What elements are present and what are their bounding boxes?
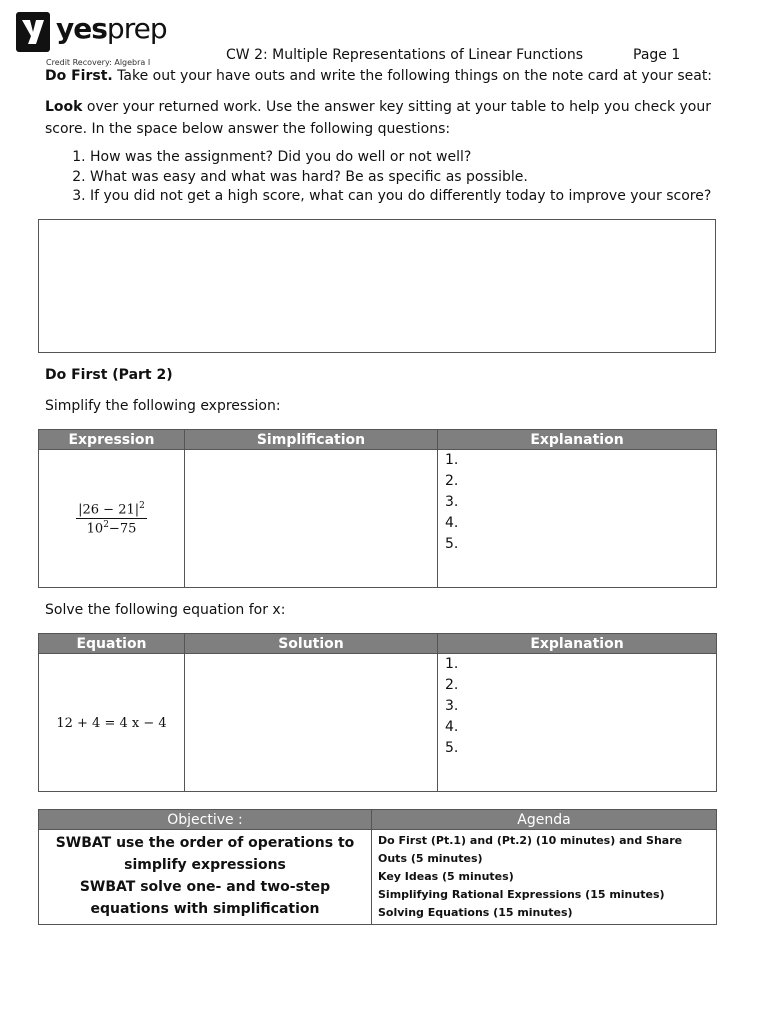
- step-number: 3.: [445, 698, 459, 714]
- equation-cell: [39, 654, 185, 792]
- explanation-cell[interactable]: [438, 654, 717, 792]
- agenda-item: Solving Equations (15 minutes): [378, 906, 573, 919]
- expression-cell: [39, 450, 185, 588]
- do-first-label: Do First.: [45, 68, 113, 84]
- table-header: Simplification: [185, 430, 438, 450]
- step-number: 1.: [445, 656, 459, 672]
- yesprep-logo: [16, 10, 186, 58]
- look-paragraph: [45, 96, 725, 140]
- explanation-cell[interactable]: [438, 450, 717, 588]
- logo-text: yesprep: [56, 12, 167, 45]
- solve-table: [38, 633, 717, 792]
- question-item: 3. If you did not get a high score, what can you do differently today to improve your score?: [90, 187, 760, 207]
- question-item: 1. How was the assignment? Did you do well or not well?: [90, 148, 760, 168]
- step-number: 1.: [445, 452, 459, 468]
- agenda-item: Key Ideas (5 minutes): [378, 870, 514, 883]
- course-subtitle: Credit Recovery: Algebra I: [46, 58, 151, 67]
- expression-fraction: $\frac{|26 - 21|^2}{10^2-75}$: [78, 500, 145, 537]
- simplification-cell[interactable]: [185, 450, 438, 588]
- objective-item: SWBAT solve one- and two-step equations with simplification: [79, 879, 331, 917]
- step-number: 3.: [445, 494, 459, 510]
- table-header: Expression: [39, 430, 185, 450]
- step-number: 2.: [445, 677, 459, 693]
- objective-header: Objective :: [39, 810, 372, 830]
- agenda-header: Agenda: [372, 810, 717, 830]
- agenda-item: Simplifying Rational Expressions (15 minutes): [378, 888, 665, 901]
- equation-text: 12 + 4 = 4 x − 4: [56, 715, 167, 731]
- simplify-table: [38, 429, 717, 588]
- table-header: Equation: [39, 634, 185, 654]
- reflection-answer-box[interactable]: [38, 219, 716, 353]
- reflection-questions: [45, 148, 760, 207]
- solve-prompt: Solve the following equation for x:: [45, 602, 286, 618]
- step-number: 2.: [445, 473, 459, 489]
- step-number: 4.: [445, 719, 459, 735]
- table-header: Explanation: [438, 634, 717, 654]
- table-header: Solution: [185, 634, 438, 654]
- step-number: 5.: [445, 536, 459, 552]
- agenda-cell: [372, 830, 717, 925]
- document-title: CW 2: Multiple Representations of Linear Functions: [226, 47, 584, 63]
- agenda-item: Do First (Pt.1) and (Pt.2) (10 minutes) and Share Outs (5 minutes): [378, 834, 683, 865]
- page-number: Page 1: [633, 47, 681, 63]
- question-item: 2. What was easy and what was hard? Be as specific as possible.: [90, 168, 760, 188]
- logo-mark-icon: [16, 12, 50, 52]
- solution-cell[interactable]: [185, 654, 438, 792]
- step-number: 5.: [445, 740, 459, 756]
- simplify-prompt: Simplify the following expression:: [45, 398, 281, 414]
- objective-item: SWBAT use the order of operations to simplify expressions: [55, 835, 355, 873]
- step-number: 4.: [445, 515, 459, 531]
- look-label: Look: [45, 99, 83, 115]
- table-header: Explanation: [438, 430, 717, 450]
- objectives-cell: [39, 830, 372, 925]
- part2-heading: Do First (Part 2): [45, 367, 173, 383]
- look-text: over your returned work. Use the answer key sitting at your table to help you check your score. In the space below answer the following questions:: [45, 99, 711, 137]
- objective-agenda-table: [38, 809, 717, 925]
- do-first-text: Take out your have outs and write the following things on the note card at your seat:: [112, 68, 713, 84]
- do-first-paragraph: [45, 65, 725, 87]
